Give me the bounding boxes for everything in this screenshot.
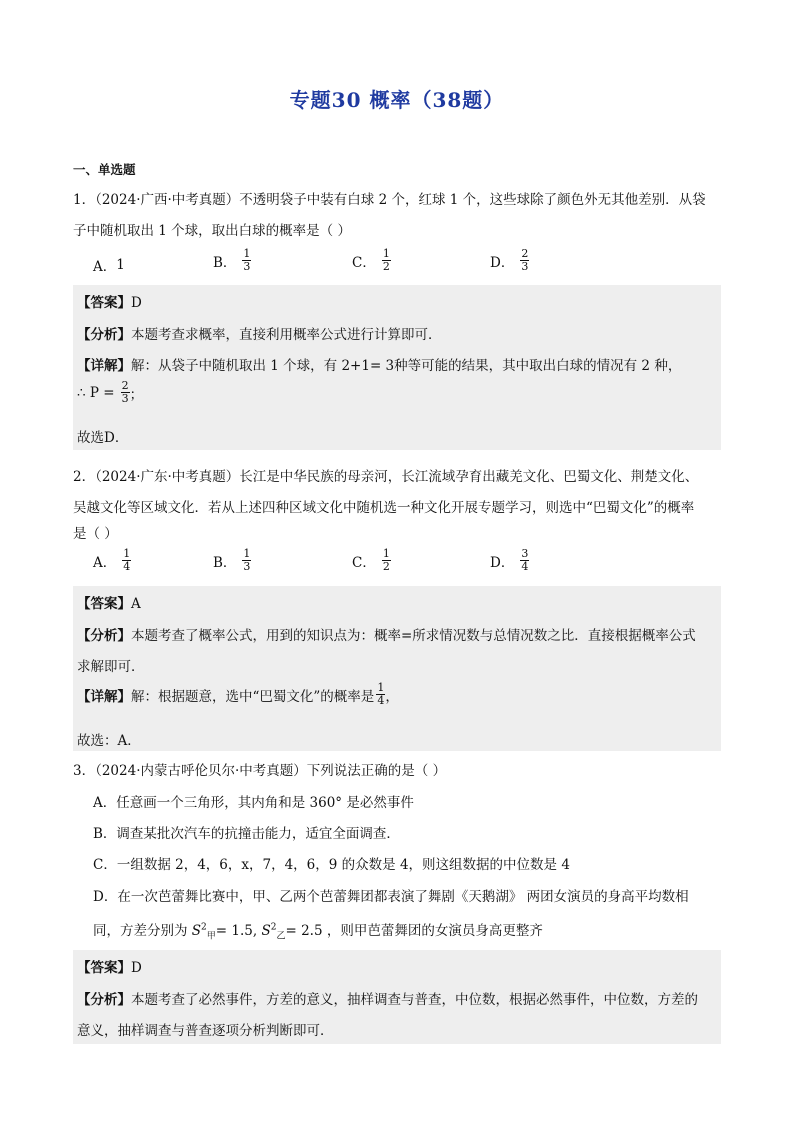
- q1-stem-line1: 1．（2024·广西·中考真题）不透明袋子中装有白球 2 个，红球 1 个，这些球除了颜色外无其他差别．从袋: [73, 192, 706, 208]
- fraction: $\frac{2}{3}$: [121, 379, 129, 405]
- q1-conclusion: 故选D．: [77, 430, 129, 446]
- option-label: D．: [490, 554, 515, 571]
- q1-answer: 【答案】D: [77, 295, 142, 311]
- q2-stem-line2: 吴越文化等区域文化．若从上述四种区域文化中随机选一种文化开展专题学习，则选中“巴蜀文化”的概率: [73, 500, 695, 516]
- q1-option-b: [213, 248, 251, 273]
- q1-option-d: [490, 248, 529, 273]
- fraction: $\frac{1}{2}$: [382, 547, 390, 573]
- q1-detail: 【详解】解：从袋子中随机取出 1 个球，有 2+1= 3种等可能的结果，其中取出白球的情况有 2 种，: [77, 358, 682, 374]
- q3-option-b: B．调查某批次汽车的抗撞击能力，适宜全面调查．: [93, 826, 400, 842]
- fraction: $\frac{1}{4}$: [123, 547, 131, 573]
- q2-analysis-line2: 求解即可．: [77, 659, 145, 675]
- fraction: $\frac{1}{3}$: [243, 547, 251, 573]
- section-heading: 一、单选题: [73, 162, 136, 177]
- q2-answer-box: [73, 586, 721, 751]
- q3-analysis-line1: 【分析】本题考查了必然事件，方差的意义，抽样调查与普查，中位数，根据必然事件，中位数，方差的: [77, 992, 698, 1008]
- fraction: $\frac{3}{4}$: [521, 547, 529, 573]
- q2-option-b: [213, 548, 251, 573]
- q2-stem-line1: 2．（2024·广东·中考真题）长江是中华民族的母亲河，长江流域孕育出藏羌文化、巴蜀文化、荆楚文化、: [73, 469, 699, 485]
- q2-option-d: [490, 548, 529, 573]
- option-label: C．: [352, 254, 376, 271]
- variance-symbol: S: [191, 923, 202, 939]
- q3-option-c: C．一组数据 2，4，6，x，7，4，6，9 的众数是 4，则这组数据的中位数是 4: [93, 857, 570, 873]
- q3-stem: 3．（2024·内蒙古呼伦贝尔·中考真题）下列说法正确的是（ ）: [73, 763, 447, 779]
- q1-option-c: [352, 248, 391, 273]
- q2-stem-line3: 是（ ）: [73, 526, 118, 542]
- q1-formula: ∴ P = $\frac{2}{3}$ ；: [77, 379, 144, 405]
- q3-option-d-line1: D．在一次芭蕾舞比赛中，甲、乙两个芭蕾舞团都表演了舞剧《天鹅湖》 两团女演员的身高平均数相: [93, 889, 689, 905]
- fraction: $\frac{1}{4}$: [377, 681, 385, 707]
- option-label: B．: [213, 254, 237, 271]
- fraction: $\frac{2}{3}$: [521, 247, 529, 273]
- variance-symbol: S: [261, 923, 271, 939]
- q2-detail: 【详解】 解：根据题意，选中“巴蜀文化”的概率是 $\frac{1}{4}$ ，: [77, 681, 399, 707]
- q3-answer-box: [73, 950, 721, 1044]
- q1-answer-box: [73, 285, 721, 450]
- q3-answer: 【答案】D: [77, 960, 142, 976]
- q1-stem-line2: 子中随机取出 1 个球，取出白球的概率是（ ）: [73, 223, 351, 239]
- q2-options: [93, 548, 713, 582]
- q3-analysis-line2: 意义，抽样调查与普查逐项分析判断即可．: [77, 1023, 334, 1039]
- option-label: C．: [352, 554, 376, 571]
- q3-option-d-line2: 同，方差分别为 $S^2_甲= 1.5$, $S^2_乙= 2.5$ ，则甲芭蕾舞团的女演员身高更整齐: [93, 922, 543, 942]
- option-value: 1: [116, 257, 125, 273]
- option-label: A．: [93, 554, 117, 571]
- option-label: A．: [93, 259, 117, 275]
- fraction: $\frac{1}{2}$: [382, 247, 390, 273]
- q3-option-a: A．任意画一个三角形，其内角和是 360° 是必然事件: [93, 795, 414, 811]
- q1-analysis: 【分析】本题考查求概率，直接利用概率公式进行计算即可．: [77, 327, 442, 343]
- q2-conclusion: 故选：A．: [77, 733, 141, 749]
- option-label: D．: [490, 254, 515, 271]
- q1-options: [93, 248, 713, 282]
- fraction: $\frac{1}{3}$: [243, 247, 251, 273]
- option-label: B．: [213, 554, 237, 571]
- page-title: 专题30 概率（38题）: [289, 88, 505, 112]
- q1-option-a: [93, 255, 125, 275]
- q2-option-c: [352, 548, 391, 573]
- q2-analysis-line1: 【分析】本题考查了概率公式，用到的知识点为：概率=所求情况数与总情况数之比．直接根据概率公式: [77, 628, 696, 644]
- q2-answer: 【答案】A: [77, 596, 141, 612]
- q2-option-a: [93, 548, 131, 573]
